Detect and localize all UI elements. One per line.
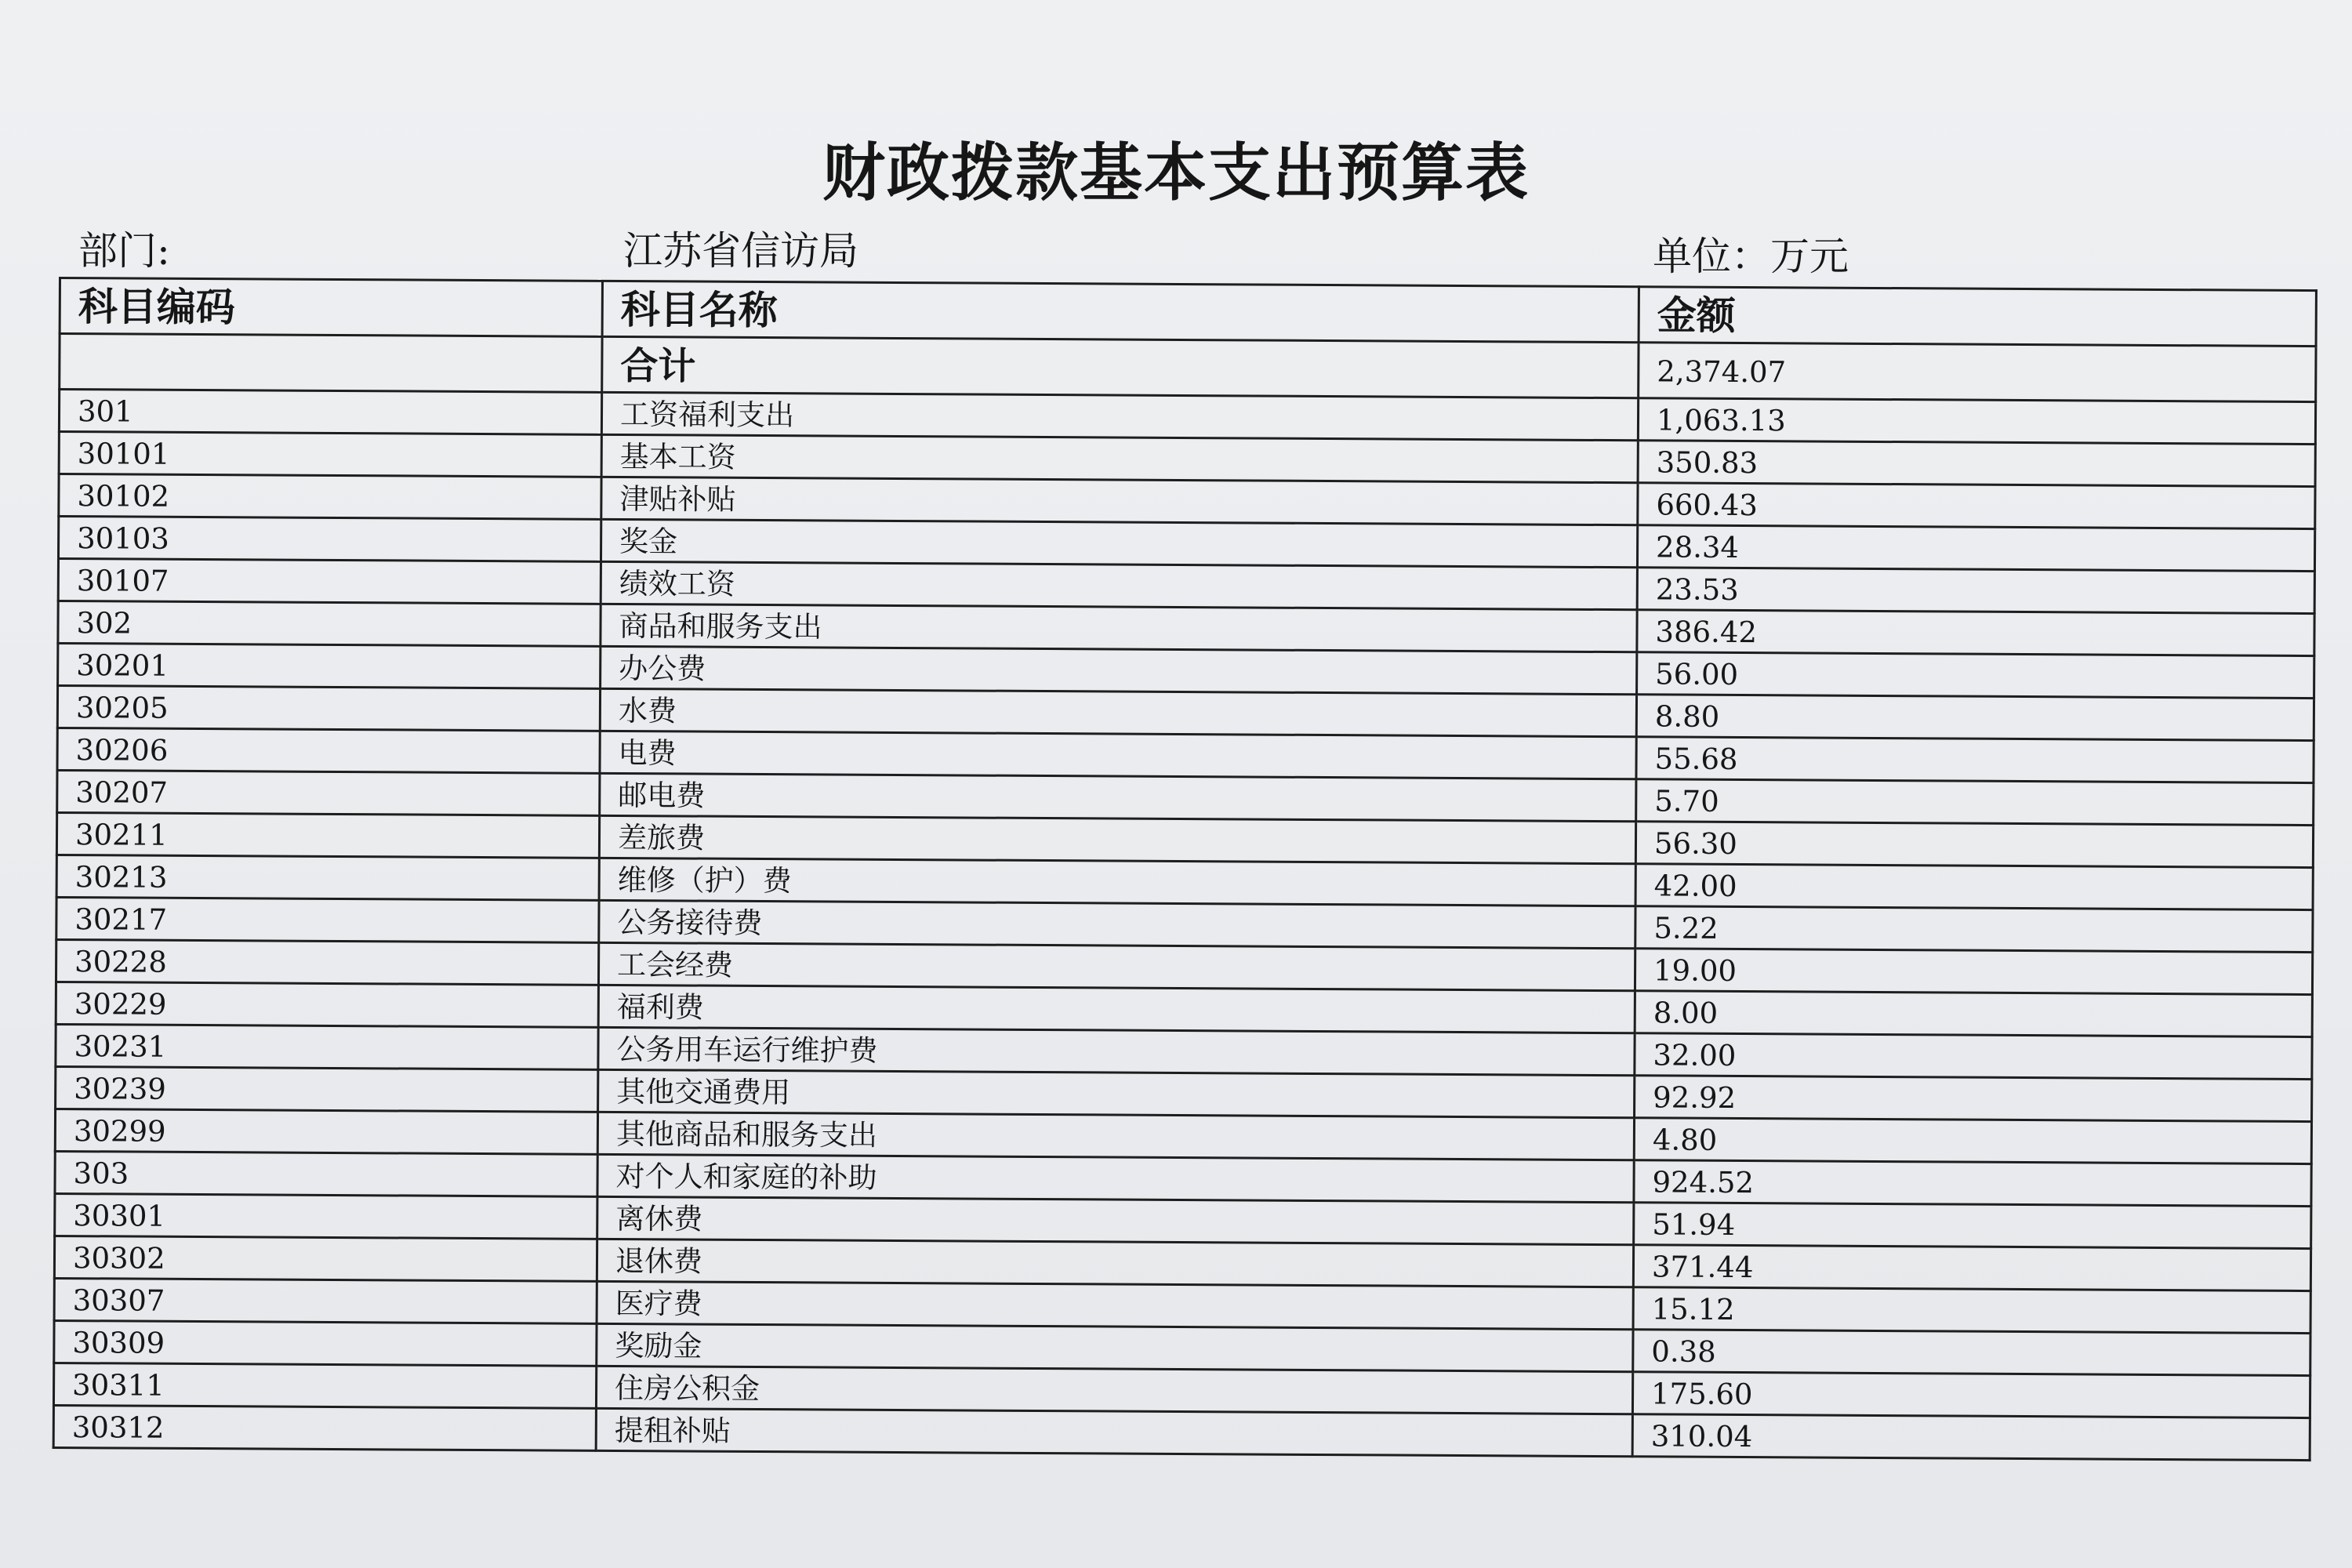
amount-cell: 55.68: [1636, 737, 2314, 783]
name-cell: 奖励金: [597, 1323, 1633, 1371]
code-cell: 30101: [59, 432, 601, 477]
total-amount-cell: 2,374.07: [1639, 343, 2316, 402]
department-label: 部门:: [78, 228, 170, 274]
code-cell: 301: [59, 390, 601, 435]
amount-cell: 1,063.13: [1638, 398, 2315, 445]
code-cell: 30239: [56, 1066, 598, 1112]
name-cell: 公务接待费: [599, 900, 1635, 948]
code-cell: 30102: [59, 474, 601, 520]
code-cell: 30302: [54, 1236, 597, 1281]
name-cell: 办公费: [601, 646, 1637, 694]
amount-cell: 28.34: [1637, 525, 2314, 572]
amount-cell: 15.12: [1633, 1287, 2310, 1334]
unit-label: 单位：万元: [1653, 234, 1849, 279]
name-cell: 工会经费: [598, 942, 1635, 990]
code-cell: 30217: [56, 897, 599, 942]
code-cell: 30107: [58, 559, 601, 604]
name-cell: 其他交通费用: [598, 1069, 1635, 1117]
code-cell: 30309: [54, 1320, 597, 1366]
code-cell: 30311: [53, 1363, 596, 1408]
code-cell: 30229: [56, 982, 598, 1027]
total-name-cell: 合计: [602, 336, 1639, 397]
code-cell: 30312: [53, 1405, 596, 1450]
code-cell: 30205: [57, 686, 600, 731]
department-value: 江苏省信访局: [623, 228, 858, 274]
amount-cell: 386.42: [1637, 610, 2314, 656]
amount-cell: 8.00: [1635, 991, 2312, 1037]
amount-cell: 51.94: [1634, 1203, 2311, 1249]
name-cell: 公务用车运行维护费: [598, 1027, 1635, 1075]
name-cell: 商品和服务支出: [601, 604, 1637, 652]
name-cell: 住房公积金: [596, 1366, 1632, 1414]
code-cell: 302: [58, 601, 601, 647]
amount-cell: 350.83: [1638, 441, 2315, 487]
name-cell: 邮电费: [600, 773, 1636, 821]
amount-cell: 0.38: [1633, 1330, 2310, 1376]
code-cell: 30301: [55, 1193, 597, 1239]
total-code-cell: [60, 334, 602, 393]
amount-cell: 56.00: [1637, 652, 2314, 699]
name-cell: 工资福利支出: [601, 392, 1638, 440]
code-cell: 30307: [54, 1278, 597, 1323]
code-cell: 30231: [56, 1024, 598, 1069]
code-cell: 30103: [58, 517, 601, 562]
amount-cell: 56.30: [1635, 822, 2313, 868]
amount-cell: 32.00: [1635, 1033, 2312, 1080]
amount-cell: 42.00: [1635, 864, 2313, 910]
name-cell: 差旅费: [599, 815, 1635, 863]
amount-cell: 5.22: [1635, 906, 2313, 953]
name-cell: 绩效工资: [601, 561, 1637, 609]
amount-cell: 924.52: [1634, 1160, 2311, 1207]
amount-cell: 371.44: [1633, 1245, 2310, 1291]
name-cell: 福利费: [598, 985, 1635, 1033]
name-cell: 离休费: [597, 1196, 1634, 1244]
amount-cell: 23.53: [1637, 568, 2314, 614]
amount-cell: 5.70: [1636, 779, 2314, 826]
amount-cell: 92.92: [1635, 1076, 2312, 1122]
amount-cell: 310.04: [1632, 1414, 2310, 1461]
name-cell: 维修（护）费: [599, 858, 1635, 906]
column-header-amount: 金额: [1639, 287, 2316, 347]
amount-cell: 175.60: [1632, 1372, 2310, 1418]
code-cell: 30201: [58, 644, 601, 689]
amount-cell: 4.80: [1634, 1118, 2311, 1164]
name-cell: 医疗费: [597, 1281, 1633, 1329]
code-cell: 30207: [57, 770, 600, 815]
name-cell: 对个人和家庭的补助: [597, 1154, 1634, 1202]
name-cell: 奖金: [601, 519, 1637, 567]
amount-cell: 8.80: [1636, 695, 2314, 741]
column-header-code: 科目编码: [60, 278, 602, 337]
column-header-name: 科目名称: [602, 281, 1639, 342]
name-cell: 其他商品和服务支出: [597, 1112, 1634, 1160]
amount-cell: 19.00: [1635, 949, 2312, 995]
code-cell: 303: [55, 1151, 597, 1196]
code-cell: 30211: [56, 812, 599, 858]
code-cell: 30206: [57, 728, 600, 773]
document-title: 财政拨款基本支出预算表: [822, 136, 1530, 209]
name-cell: 退休费: [597, 1239, 1633, 1287]
name-cell: 津贴补贴: [601, 477, 1638, 524]
code-cell: 30228: [56, 939, 598, 985]
name-cell: 基本工资: [601, 434, 1638, 482]
code-cell: 30299: [55, 1109, 597, 1154]
name-cell: 水费: [600, 688, 1636, 736]
budget-table: [53, 277, 2318, 1461]
name-cell: 电费: [600, 731, 1636, 779]
name-cell: 提租补贴: [596, 1408, 1632, 1456]
code-cell: 30213: [56, 855, 599, 900]
amount-cell: 660.43: [1638, 483, 2315, 529]
